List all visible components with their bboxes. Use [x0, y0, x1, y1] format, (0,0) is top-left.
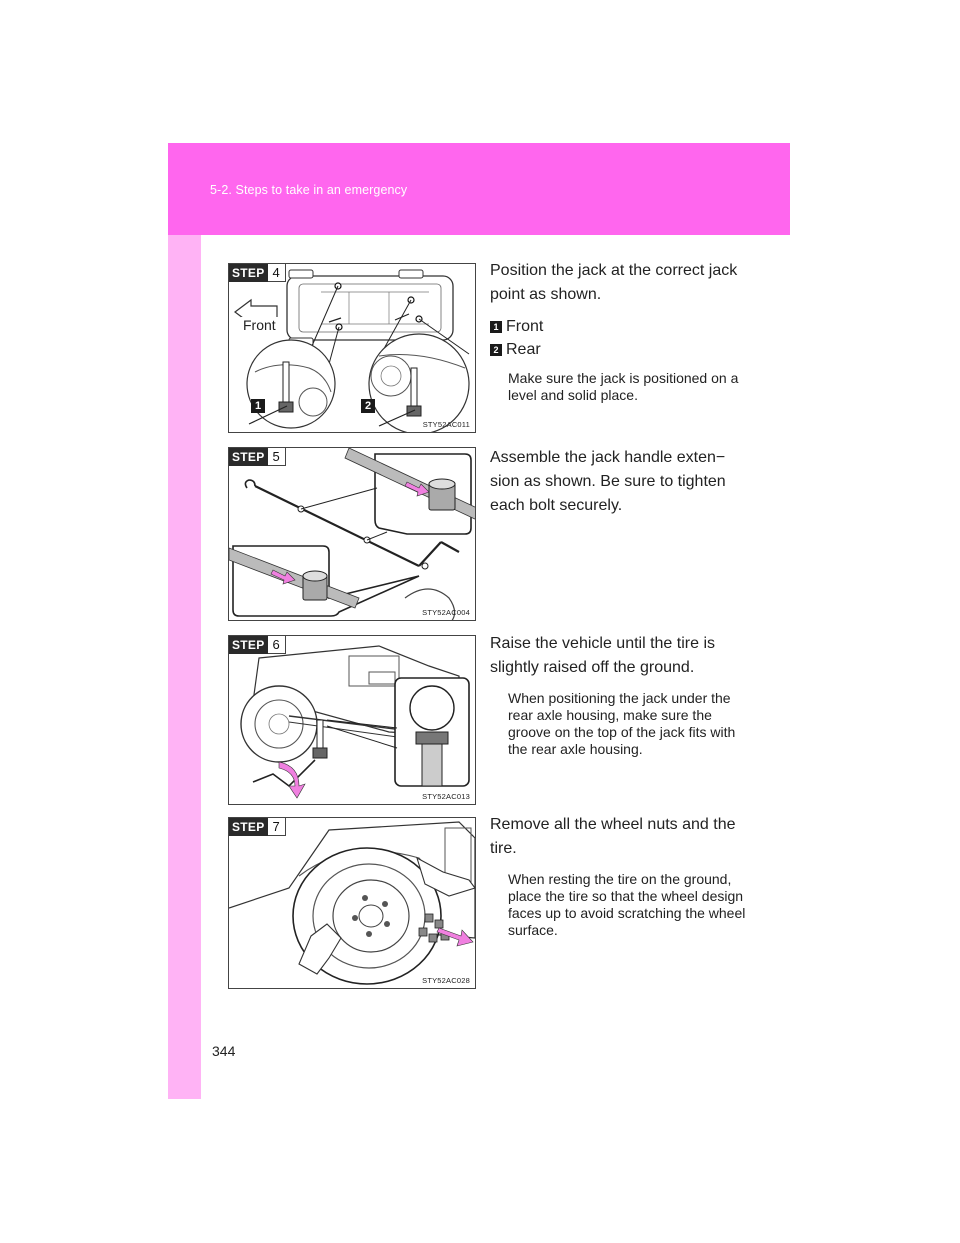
- step-4-text: [490, 259, 748, 404]
- step-number: 6: [268, 636, 286, 654]
- step-7-badge: [229, 818, 286, 836]
- figure-marker-front: 1: [251, 399, 265, 413]
- item-label: Rear: [506, 341, 541, 358]
- number-marker-icon: 1: [490, 321, 502, 333]
- step-6-figure: [228, 635, 476, 805]
- step-7-note: When resting the tire on the ground, place the tire so that the wheel design faces up to avoid scratching the wheel surface.: [508, 871, 746, 938]
- page-sidebar: [168, 143, 201, 1099]
- section-title: 5-2. Steps to take in an emergency: [210, 183, 408, 197]
- jack-point-item-front: [490, 317, 748, 337]
- front-direction-label: Front: [243, 317, 276, 333]
- step-6-instruction: Raise the vehicle until the tire is slightly raised off the ground.: [490, 635, 715, 676]
- item-label: Front: [506, 318, 544, 335]
- jack-point-item-rear: [490, 340, 748, 360]
- figure-code: STY52AC028: [422, 976, 470, 985]
- step-6-note: When positioning the jack under the rear axle housing, make sure the groove on the top of the jack fits with the rear axle housing.: [508, 690, 736, 757]
- figure-code: STY52AC004: [422, 608, 470, 617]
- figure-code: STY52AC011: [422, 420, 470, 429]
- figure-code: STY52AC013: [422, 792, 470, 801]
- step-label: STEP: [229, 264, 268, 282]
- remove-tire-illustration: [229, 818, 476, 989]
- step-label: STEP: [229, 448, 268, 466]
- step-4-badge: [229, 264, 286, 282]
- step-7-text: [490, 813, 748, 939]
- step-4-note: Make sure the jack is positioned on a level and solid place.: [508, 370, 739, 403]
- figure-marker-rear: 2: [361, 399, 375, 413]
- step-4-instruction: Position the jack at the correct jack point as shown.: [490, 262, 738, 303]
- step-5-text: [490, 446, 748, 518]
- step-6-text: [490, 632, 748, 758]
- step-number: 4: [268, 264, 286, 282]
- step-number: 7: [268, 818, 286, 836]
- step-6-badge: [229, 636, 286, 654]
- step-7-instruction: Remove all the wheel nuts and the tire.: [490, 816, 736, 857]
- step-label: STEP: [229, 636, 268, 654]
- number-marker-icon: 2: [490, 344, 502, 356]
- jack-handle-illustration: [229, 448, 476, 621]
- raise-vehicle-illustration: [229, 636, 476, 805]
- step-5-badge: [229, 448, 286, 466]
- step-5-figure: [228, 447, 476, 621]
- step-5-instruction: Assemble the jack handle exten− sion as shown. Be sure to tighten each bolt securely.: [490, 449, 726, 514]
- step-4-figure: [228, 263, 476, 433]
- step-number: 5: [268, 448, 286, 466]
- step-label: STEP: [229, 818, 268, 836]
- step-7-figure: [228, 817, 476, 989]
- page-number: 344: [212, 1043, 236, 1059]
- jack-point-illustration: [229, 264, 476, 433]
